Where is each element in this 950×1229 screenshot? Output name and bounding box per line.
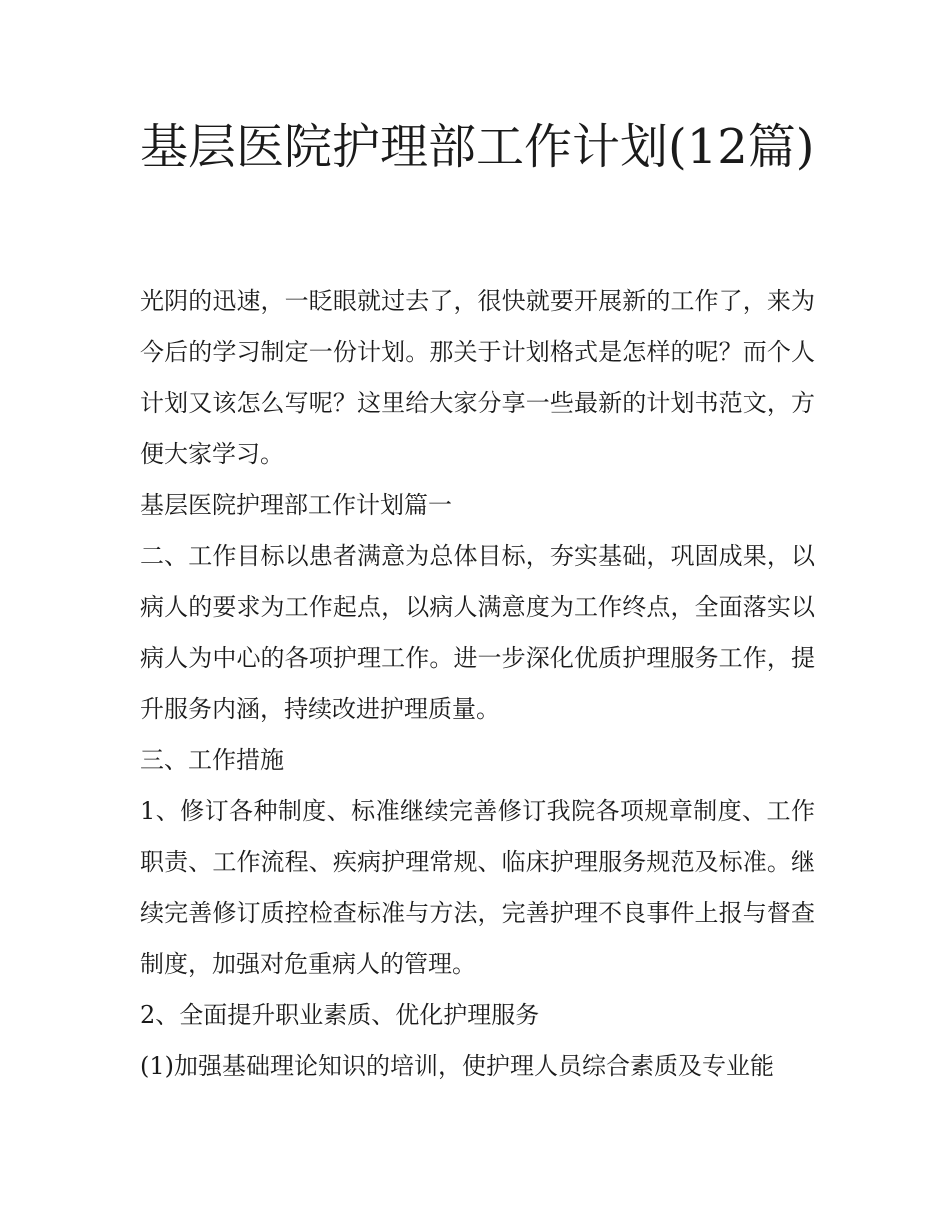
measure-1-paragraph: 1、修订各种制度、标准继续完善修订我院各项规章制度、工作职责、工作流程、疾病护理常规、临床护理服务规范及标准。继续完善修订质控检查标准与方法，完善护理不良事件上报与督查制度，加强对危重病人的管理。 (140, 797, 815, 978)
measure-2-1-paragraph: (1)加强基础理论知识的培训，使护理人员综合素质及专业能 (140, 1052, 774, 1080)
document-body (140, 276, 815, 1092)
intro-paragraph: 光阴的迅速，一眨眼就过去了，很快就要开展新的工作了，来为今后的学习制定一份计划。那关于计划格式是怎样的呢？而个人计划又该怎么写呢？这里给大家分享一些最新的计划书范文，方便大家学习。 (140, 287, 815, 468)
measures-heading: 三、工作措施 (140, 746, 284, 774)
document-title: 基层医院护理部工作计划(12篇) (140, 119, 815, 175)
work-goal-paragraph: 二、工作目标以患者满意为总体目标，夯实基础，巩固成果，以病人的要求为工作起点，以病人满意度为工作终点，全面落实以病人为中心的各项护理工作。进一步深化优质护理服务工作，提升服务内涵，持续改进护理质量。 (140, 542, 815, 723)
section-heading: 基层医院护理部工作计划篇一 (140, 491, 452, 519)
measure-2-heading: 2、全面提升职业素质、优化护理服务 (140, 1001, 540, 1029)
